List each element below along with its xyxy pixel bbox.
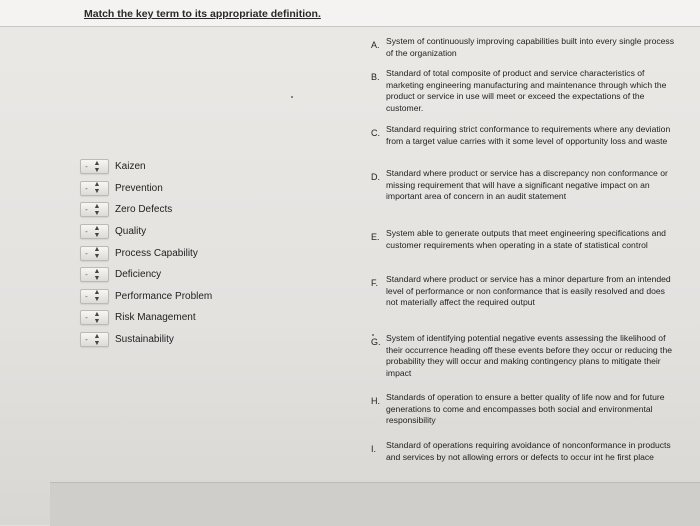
answer-select[interactable]: [80, 159, 109, 174]
term-label: Prevention: [115, 182, 163, 194]
definition-text: Standard where product or service has a discrepancy non conformance or missing requirement that will have a significant negative impact on an important area of concern in an audit statement: [386, 168, 668, 202]
answer-select[interactable]: [80, 332, 109, 347]
definition-letter: G.: [371, 337, 381, 347]
definition-text: Standard of total composite of product and service characteristics of marketing engineering manufacturing and maintenance through which the product or service in use will meet or exceed the expectations of the customer.: [386, 68, 667, 113]
definition-text: System able to generate outputs that meet engineering specifications and customer requirements when operating in a state of statistical control: [386, 228, 666, 250]
definition-letter: C.: [371, 128, 380, 138]
updown-arrows-icon: ▲ ▼: [93, 267, 101, 282]
select-value: -: [85, 335, 88, 345]
stray-dot: [372, 334, 374, 336]
definition-item: [370, 392, 676, 427]
select-value: -: [85, 291, 88, 301]
select-value: -: [85, 270, 88, 280]
term-row: [80, 221, 340, 243]
select-value: -: [85, 205, 88, 215]
select-value: -: [85, 248, 88, 258]
stray-dot: [291, 96, 293, 98]
answer-select[interactable]: [80, 310, 109, 325]
definition-text: System of continuously improving capabilities built into every single process of the organization: [386, 36, 675, 58]
definition-letter: D.: [371, 172, 380, 182]
term-row: [80, 264, 340, 286]
term-row: [80, 329, 340, 351]
select-value: -: [85, 313, 88, 323]
definition-text: Standard requiring strict conformance to requirements where any deviation from a target value carries with it some level of opportunity loss and waste: [386, 124, 671, 146]
definition-text: Standards of operation to ensure a better quality of life now and for future generations to come and encompasses both social and environmental responsibility: [386, 392, 665, 426]
answer-select[interactable]: [80, 267, 109, 282]
term-row: [80, 307, 340, 329]
answer-select[interactable]: [80, 246, 109, 261]
answer-select[interactable]: [80, 181, 109, 196]
definition-letter: I.: [371, 444, 377, 454]
definition-item: [370, 228, 676, 251]
definition-letter: A.: [371, 40, 380, 50]
term-label: Performance Problem: [115, 290, 213, 302]
updown-arrows-icon: ▲ ▼: [93, 332, 101, 347]
terms-list: [80, 156, 340, 350]
updown-arrows-icon: ▲ ▼: [93, 181, 101, 196]
bottom-bar: [50, 482, 700, 526]
term-row: [80, 199, 340, 221]
term-row: [80, 286, 340, 308]
answer-select[interactable]: [80, 289, 109, 304]
updown-arrows-icon: ▲ ▼: [93, 202, 101, 217]
instruction-text: Match the key term to its appropriate definition.: [84, 8, 321, 20]
updown-arrows-icon: ▲ ▼: [93, 224, 101, 239]
definition-text: Standard of operations requiring avoidance of nonconformance in products and services by not allowing errors or defects to occur int he first place: [386, 440, 671, 462]
updown-arrows-icon: ▲ ▼: [93, 246, 101, 261]
term-label: Quality: [115, 226, 147, 238]
definition-item: [370, 36, 676, 59]
answer-select[interactable]: [80, 202, 109, 217]
term-label: Deficiency: [115, 269, 162, 281]
definition-letter: E.: [371, 232, 380, 242]
definition-item: [370, 440, 676, 463]
definition-letter: H.: [371, 396, 380, 406]
updown-arrows-icon: ▲ ▼: [93, 310, 101, 325]
term-label: Process Capability: [115, 247, 198, 259]
term-label: Zero Defects: [115, 204, 173, 216]
term-row: [80, 178, 340, 200]
definition-item: [370, 274, 676, 309]
term-row: [80, 156, 340, 178]
definition-text: System of identifying potential negative events assessing the likelihood of their occurrence heading off these events before they occur or reducing the probability they will occur and making contingency plans to mitigate their impact: [386, 333, 672, 378]
definition-letter: F.: [371, 278, 379, 288]
definition-item: [370, 124, 676, 147]
term-label: Risk Management: [115, 312, 196, 324]
select-value: -: [85, 162, 88, 172]
select-value: -: [85, 183, 88, 193]
term-row: [80, 242, 340, 264]
definition-text: Standard where product or service has a minor departure from an intended level of performance or non conformance that is easily resolved and does not materially affect the required output: [386, 274, 671, 308]
updown-arrows-icon: ▲ ▼: [93, 159, 101, 174]
term-label: Kaizen: [115, 161, 146, 173]
select-value: -: [85, 227, 88, 237]
definition-item: [370, 68, 676, 114]
answer-select[interactable]: [80, 224, 109, 239]
term-label: Sustainability: [115, 334, 174, 346]
definition-item: [370, 333, 676, 379]
updown-arrows-icon: ▲ ▼: [93, 289, 101, 304]
definition-letter: B.: [371, 72, 380, 82]
definition-item: [370, 168, 676, 203]
